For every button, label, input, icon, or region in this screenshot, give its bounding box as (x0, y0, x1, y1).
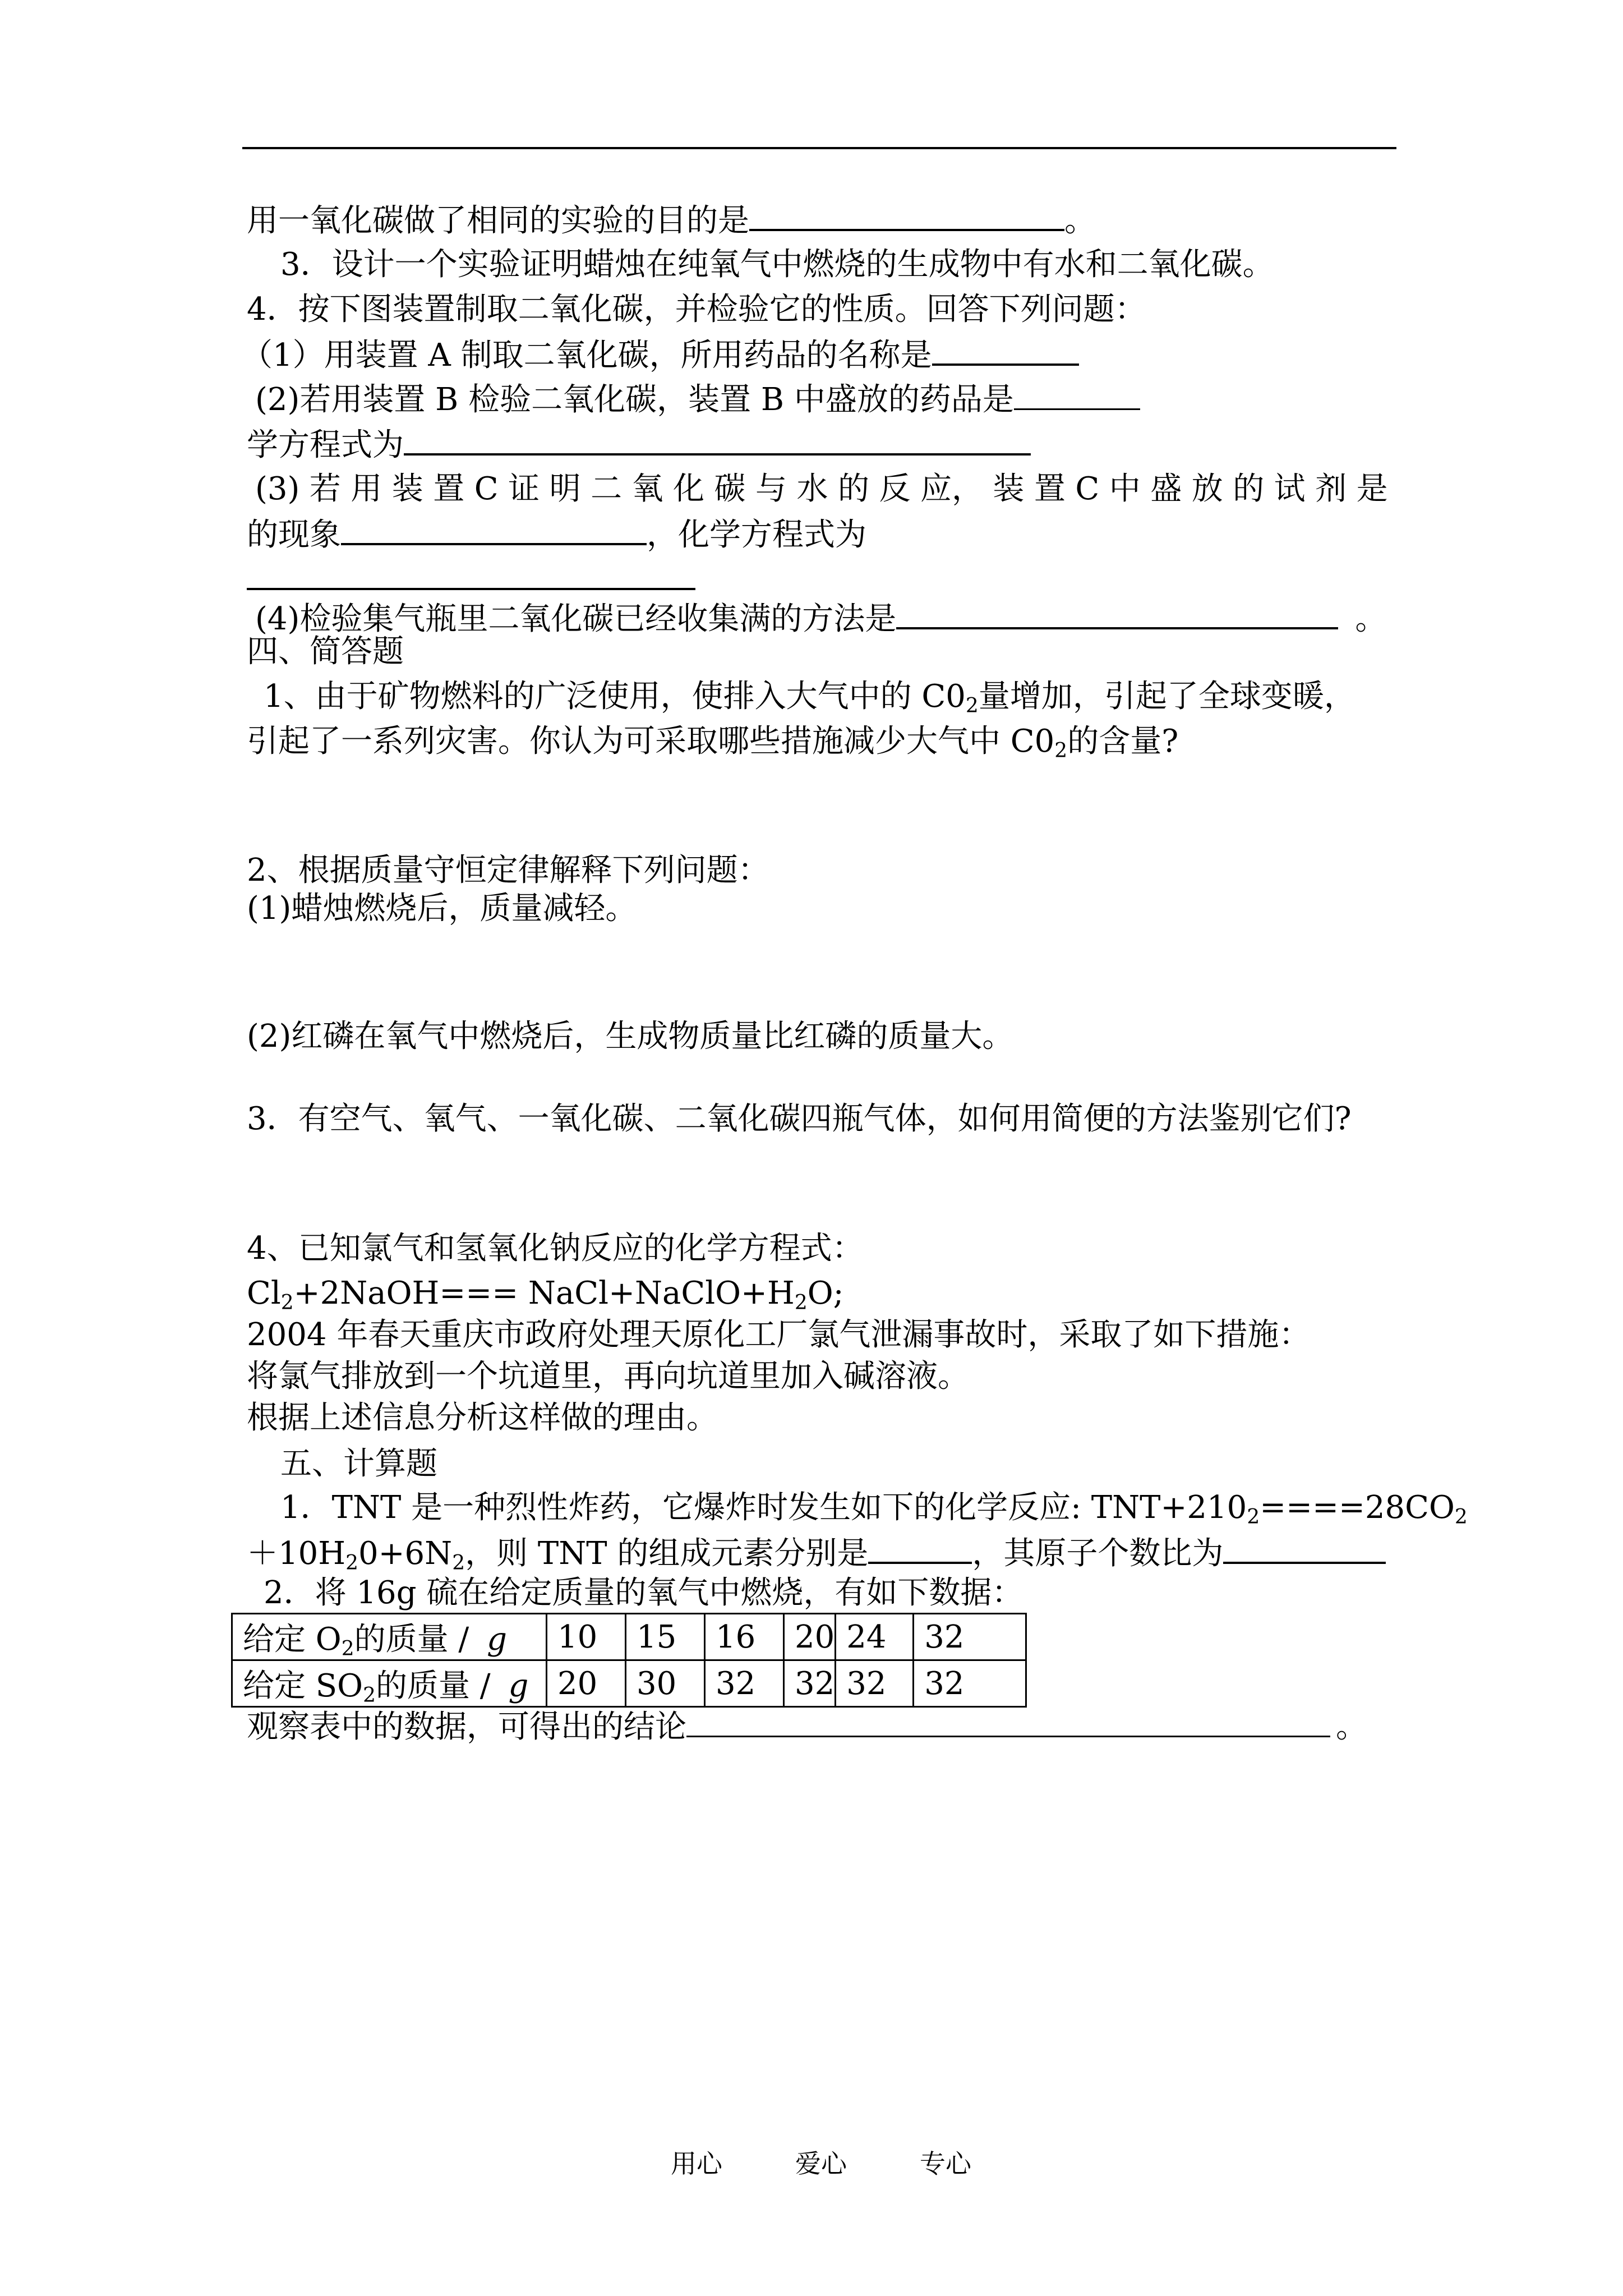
blank-conclusion[interactable] (686, 1704, 1330, 1737)
table-row (232, 1614, 1026, 1660)
justified-glyph: 与 (755, 471, 787, 507)
table-cell: 15 (626, 1614, 705, 1660)
section-4-q2-part1: (1)蜡烛燃烧后，质量减轻。 (247, 890, 637, 927)
sulfur-data-table (231, 1613, 1027, 1708)
justified-glyph: 氧 (631, 471, 663, 507)
section-4-q1-line1: 1、由于矿物燃料的广泛使用，使排入大气中的 $C0_2$量增加，引起了全球变暖， (264, 678, 1355, 717)
justified-glyph: 置 (433, 471, 465, 507)
section-5-q2: 2．将 16g 硫在给定质量的氧气中燃烧，有如下数据： (264, 1575, 1023, 1611)
table-cell: 32 (914, 1614, 1026, 1660)
table-cell: 20 (784, 1614, 836, 1660)
justified-glyph: 装 (391, 471, 423, 507)
justified-glyph: 盛 (1150, 471, 1182, 507)
section-4-q3: 3．有空气、氧气、一氧化碳、二氧化碳四瓶气体，如何用简便的方法鉴别它们? (247, 1101, 1352, 1137)
section-4-q2-part2: (2)红磷在氧气中燃烧后，生成物质量比红磷的质量大。 (247, 1018, 1014, 1055)
justified-glyph: 明 (549, 471, 581, 507)
footer-word: 爱心 (795, 2148, 847, 2179)
section-4-q4-line3: 根据上述信息分析这样做的理由。 (247, 1400, 718, 1436)
line-purpose-text: 用一氧化碳做了相同的实验的目的是 (247, 203, 749, 239)
question-4-title: 4．按下图装置制取二氧化碳，并检验它的性质。回答下列问题： (247, 291, 1146, 328)
justified-glyph: 若 (309, 471, 341, 507)
justified-glyph: 的 (1233, 471, 1265, 507)
blank-4-2[interactable] (1014, 377, 1140, 410)
justified-glyph: 放 (1191, 471, 1223, 507)
footer-word: 专心 (920, 2148, 971, 2179)
line-purpose: 用一氧化碳做了相同的实验的目的是 。 (247, 197, 1096, 243)
justified-glyph: C (474, 471, 499, 507)
question-4-part3 (255, 467, 1388, 512)
table-cell: 32 (914, 1660, 1026, 1707)
footer-word: 用心 (671, 2148, 722, 2179)
justified-glyph: 置 (1034, 471, 1066, 507)
blank-tnt-elements[interactable] (868, 1530, 972, 1564)
section-4-q4-line1: 2004 年春天重庆市政府处理天原化工厂氯气泄漏事故时，采取了如下措施： (247, 1317, 1311, 1353)
table-row (232, 1660, 1026, 1707)
table-cell: 32 (705, 1660, 784, 1707)
justified-glyph: 剂 (1315, 471, 1347, 507)
question-4-part3b: 的现象 ，化学方程式为 (247, 512, 866, 558)
justified-glyph: 装 (993, 471, 1025, 507)
table-cell: 24 (836, 1614, 914, 1660)
section-5-q1-line1: 1．TNT 是一种烈性炸药，它爆炸时发生如下的化学反应: $TNT+210_2====28CO_2$ (280, 1489, 1468, 1529)
section-4-q4-title: 4、已知氯气和氢氧化钠反应的化学方程式： (247, 1230, 864, 1267)
question-4-part4: (4)检验集气瓶里二氧化碳已经收集满的方法是 。 (255, 596, 1386, 642)
blank-purpose[interactable] (749, 197, 1064, 231)
blank-4-1[interactable] (932, 332, 1079, 366)
question-4-part1: （1）用装置 A 制取二氧化碳，所用药品的名称是 (241, 332, 1079, 378)
table-cell: 30 (626, 1660, 705, 1707)
row-label-o2: 给定 $O_2$的质量 / g (232, 1614, 547, 1660)
table-cell: 16 (705, 1614, 784, 1660)
section-4-heading: 四、简答题 (247, 633, 404, 670)
justified-glyph: 的 (837, 471, 869, 507)
justified-glyph: 碳 (714, 471, 746, 507)
blank-4-4[interactable] (896, 596, 1338, 629)
justified-glyph: 是 (1356, 471, 1388, 507)
justified-glyph: 二 (591, 471, 623, 507)
justified-glyph: 用 (351, 471, 382, 507)
section-5-q1-line2: $+10H_20+6N_2$，则 TNT 的组成元素分别是 ，其原子个数比为 (247, 1530, 1386, 1576)
section-4-q2-title: 2、根据质量守恒定律解释下列问题： (247, 852, 769, 889)
justified-glyph: 水 (796, 471, 828, 507)
header-rule (242, 147, 1396, 149)
conclusion-line: 观察表中的数据，可得出的结论 。 (247, 1704, 1367, 1750)
justified-glyph: (3) (255, 471, 300, 507)
blank-4-2-equation[interactable] (404, 422, 1031, 455)
section-4-q4-line2: 将氯气排放到一个坑道里，再向坑道里加入碱溶液。 (247, 1358, 969, 1395)
row-label-so2: 给定 $SO_2$的质量 / g (232, 1660, 547, 1707)
blank-4-3-phenomenon[interactable] (341, 512, 647, 545)
question-4-part2: (2)若用装置 B 检验二氧化碳，装置 B 中盛放的药品是 (255, 377, 1140, 422)
justified-glyph: 应， (920, 471, 983, 507)
justified-glyph: 试 (1274, 471, 1306, 507)
justified-glyph: 化 (673, 471, 705, 507)
question-3: 3．设计一个实验证明蜡烛在纯氧气中燃烧的生成物中有水和二氧化碳。 (280, 246, 1274, 283)
justified-glyph: 证 (508, 471, 540, 507)
table-cell: 32 (836, 1660, 914, 1707)
section-4-q1-line2: 引起了一系列灾害。你认为可采取哪些措施减少大气中 $C0_2$的含量? (247, 723, 1179, 762)
table-cell: 20 (547, 1660, 626, 1707)
question-4-part2b: 学方程式为 (247, 422, 1031, 468)
justified-glyph: 中 (1109, 471, 1141, 507)
section-5-heading: 五、计算题 (280, 1446, 437, 1482)
table-cell: 10 (547, 1614, 626, 1660)
blank-4-3-equation[interactable] (247, 556, 695, 590)
table-cell: 32 (784, 1660, 836, 1707)
justified-glyph: 反 (879, 471, 911, 507)
blank-tnt-ratio[interactable] (1223, 1530, 1386, 1564)
chlorine-equation: $Cl_2+2NaOH===$ $NaCl+NaClO+H_2O$; (247, 1275, 844, 1314)
justified-glyph: C (1075, 471, 1100, 507)
